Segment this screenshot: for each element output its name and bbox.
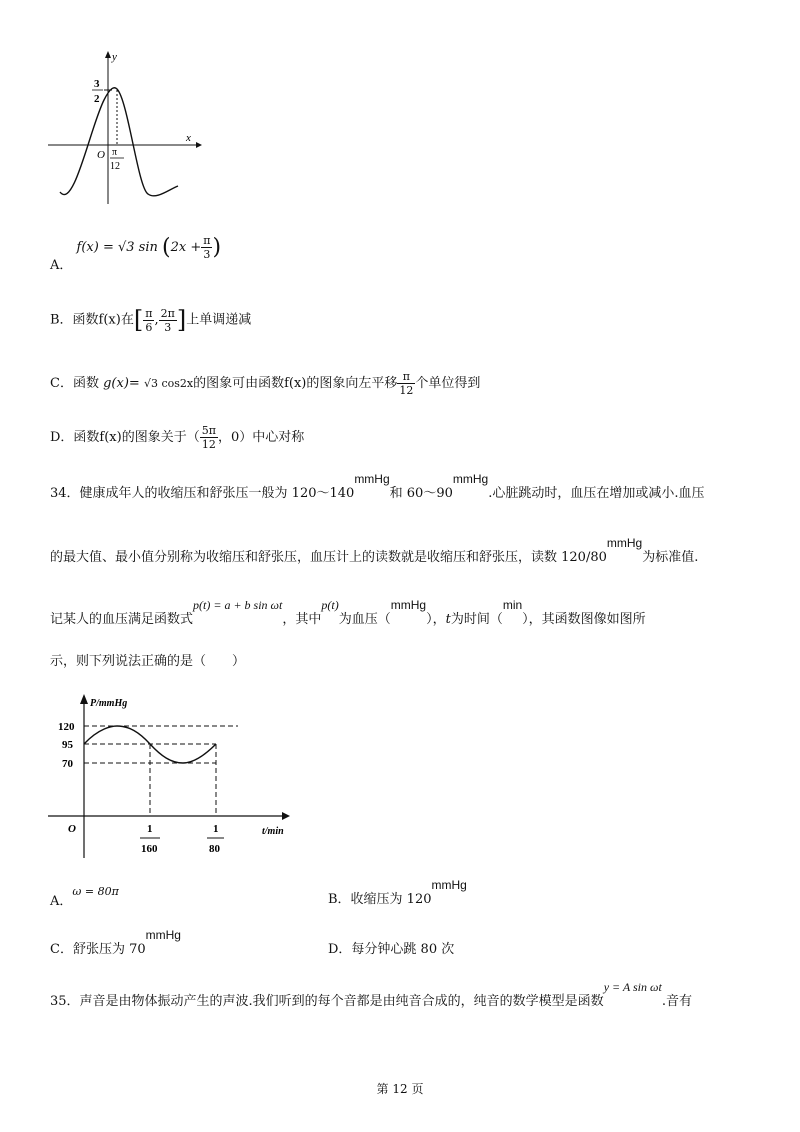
sine-graph-figure [44,48,204,208]
bp-tick-120: 120 [58,721,75,733]
bp-origin: O [68,823,76,835]
bp-x-label: t/min [262,826,284,837]
bp-y-label: P/mmHg [90,698,128,709]
page-footer [0,1080,800,1097]
q35-text-b: .音有 [661,994,692,1009]
q34-line2 [50,536,699,565]
q34-line3-b: ，其中 [282,612,322,627]
option-d-den: 12 [201,438,216,451]
q34-line4-text: 示，则下列说法正确的是（ ） [50,654,246,669]
option-d-num: 5π [201,424,216,437]
q34-option-b [328,878,467,907]
q34-option-a-formula: ω = 80π [72,885,119,898]
option-a-label: A． [50,258,73,273]
q34-unit-2: mmHg [452,472,489,486]
option-c-func: g(x)= [103,376,140,391]
q34-line1 [50,472,705,501]
q34-option-c-unit: mmHg [145,928,181,942]
bp-tick-95: 95 [62,739,73,751]
q34-line3-a: 记某人的血压满足函数式 [50,612,194,627]
q34-unit-1: mmHg [354,472,390,486]
option-c [50,370,480,397]
option-c-expr: √3 cos2x [143,377,194,390]
q34-line3 [50,598,646,627]
blood-pressure-graph [44,686,304,862]
q34-line1-a: 34．健康成年人的收缩压和舒张压一般为 120～140 [50,486,355,501]
bp-x1-den: 160 [141,843,158,855]
option-b-den2: 3 [164,320,172,334]
option-d-label: D．函数f(x)的图象关于（ [50,430,200,445]
option-b-num2: 2π [160,306,175,320]
bp-tick-70: 70 [62,758,73,770]
x-label: x [186,132,191,144]
max-den: 2 [94,93,100,105]
q35-formula: y = A sin ωt [603,980,662,994]
bp-x-arrow [282,812,290,820]
tick-num: π [112,147,118,158]
option-d-tail: ，0）中心对称 [217,430,305,445]
option-c-num: π [397,370,415,384]
sine-curve [60,88,178,196]
q34-line1-c: .心脏跳动时，血压在增加或减小.血压 [488,486,705,501]
option-c-label: C．函数 [50,376,99,391]
bp-x1-num: 1 [147,823,153,835]
y-label: y [112,51,117,63]
q34-unit-4: mmHg [390,598,427,612]
q34-unit-3: mmHg [606,536,643,550]
q34-option-a-label: A． [50,894,73,909]
q35-text-a: 35．声音是由物体振动产生的声波.我们听到的每个音都是由纯音合成的，纯音的数学模型是函数 [50,994,604,1009]
tick-den: 12 [110,161,120,172]
option-a-formula-arg: 2x + [170,240,202,255]
x-axis-arrow [196,142,202,148]
q34-line3-d: ）， [426,612,446,627]
option-b-den1: 6 [145,320,153,334]
option-a-formula-lhs: f(x) = √3 sin [76,240,158,255]
page-number: 第 12 页 [376,1082,424,1096]
option-a: A． f(x) = √3 sin (2x + $\frac{\pi}{3}$ ) [50,234,222,273]
q34-pt: p(t) [321,598,339,612]
origin-label: O [97,149,105,161]
option-c-den: 12 [399,384,414,397]
bp-x2-den: 80 [209,843,220,855]
q34-option-b-label: B．收缩压为 120 [328,892,432,907]
option-a-den: 3 [203,248,211,261]
q34-formula: p(t) = a + b sin ωt [193,598,283,612]
q35-line [50,980,692,1009]
q34-line3-c: 为血压（ [338,612,391,627]
option-b-tail: 上单调递减 [186,312,252,328]
q34-option-c-label: C．舒张压为 70 [50,942,146,957]
option-b-label: B．函数f(x)在 [50,312,134,328]
option-c-tail: 个单位得到 [415,376,481,391]
y-axis-arrow [105,51,111,58]
q34-option-d [328,938,454,957]
option-d [50,424,304,451]
option-c-mid: 的图象可由函数f(x)的图象向左平移 [193,376,398,391]
q34-line3-e: 为时间（ [450,612,503,627]
q34-option-b-unit: mmHg [431,878,467,892]
q34-min: min [502,598,523,612]
q34-line3-f: ），其函数图像如图所 [522,612,646,627]
q34-line1-b: 和 60～90 [389,486,453,501]
q34-line4 [50,650,245,669]
q34-line2-b: 为标准值. [642,550,699,565]
option-b: B．函数f(x)在[ $\frac{\pi}{6}$ , $\frac{2\pi}{3}$ ]上单调递减 [50,306,252,334]
q34-line2-a: 的最大值、最小值分别称为收缩压和舒张压，血压计上的读数就是收缩压和舒张压，读数 120/80 [50,550,607,565]
q34-t: t [445,612,451,627]
option-a-num: π [203,234,211,247]
max-num: 3 [94,78,100,90]
q34-option-a [50,880,119,909]
bp-y-arrow [80,694,88,704]
option-b-num1: π [145,306,153,320]
bp-x2-num: 1 [213,823,219,835]
q34-option-c [50,928,181,957]
q34-option-d-label: D．每分钟心跳 80 次 [328,942,455,957]
